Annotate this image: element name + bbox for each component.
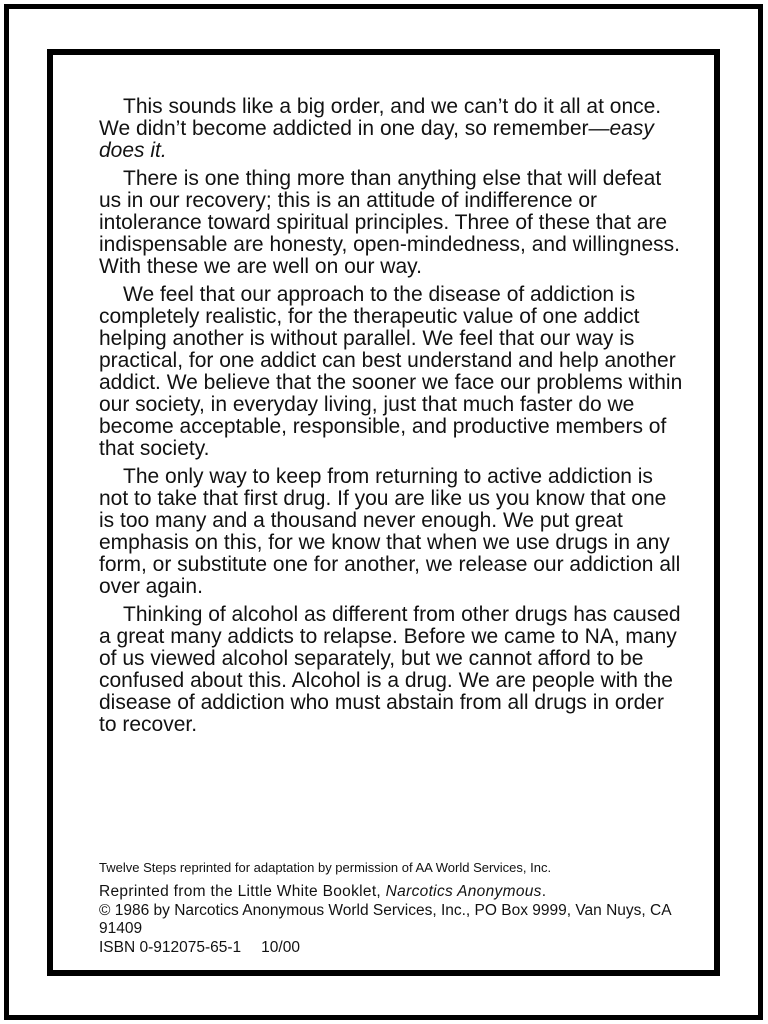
paragraph-first-drug: [99, 466, 687, 598]
paragraph-text: The only way to keep from returning to active addiction is not to take that first drug. If you are like us you know that one is too many and a thousand never enough. We put great emphasis on this, for we know that when we use drugs in any form, or substitute one for another, we release our addiction all over again.: [99, 465, 681, 598]
paragraph-text: There is one thing more than anything else that will defeat us in our recovery; this is an attitude of indifference or intolerance toward spiritual principles. Three of these that are indispensable are honesty, open-mindedness, and willingness. With these we are well on our way.: [99, 167, 680, 278]
body-text-block: [99, 96, 687, 736]
booklet-title: Narcotics Anonymous: [385, 883, 542, 900]
print-date: 10/00: [261, 938, 300, 956]
isbn-number: ISBN 0-912075-65-1: [99, 938, 242, 956]
reprint-credit-line: [99, 883, 674, 902]
footer-credits: [99, 860, 674, 957]
reprint-suffix: .: [541, 883, 547, 900]
reprint-prefix: Reprinted from the Little White Booklet,: [99, 883, 386, 900]
copyright-line: © 1986 by Narcotics Anonymous World Services, Inc., PO Box 9999, Van Nuys, CA 91409: [99, 901, 671, 937]
paragraph-easy-does-it: [99, 96, 687, 162]
paragraph-spiritual-principles: [99, 168, 687, 278]
paragraph-text: This sounds like a big order, and we can’t do it all at once. We didn’t become addicted in one day, so remember—: [99, 95, 662, 140]
paragraph-text: We feel that our approach to the disease of addiction is completely realistic, for the therapeutic value of one addict helping another is without parallel. We feel that our way is practical, for one addict can best understand and help another addict. We believe that the sooner we face our problems within our society, in everyday living, just that much faster do we become acceptable, responsible, and productive members of that society.: [99, 283, 683, 460]
paragraph-therapeutic-value: [99, 284, 687, 460]
paragraph-alcohol-is-a-drug: [99, 604, 687, 736]
inner-border-frame: [47, 49, 720, 976]
outer-border-frame: [4, 4, 763, 1020]
permission-note: Twelve Steps reprinted for adaptation by permission of AA World Services, Inc.: [99, 860, 552, 875]
paragraph-italic-text: easy does it.: [99, 117, 654, 162]
isbn-line: [99, 939, 674, 958]
paragraph-text: Thinking of alcohol as different from other drugs has caused a great many addicts to relapse. Before we came to NA, many of us viewed alcohol separately, but we cannot afford to be confused about this. Alcohol is a drug. We are people with the disease of addiction who must abstain from all drugs in order to recover.: [99, 603, 681, 736]
